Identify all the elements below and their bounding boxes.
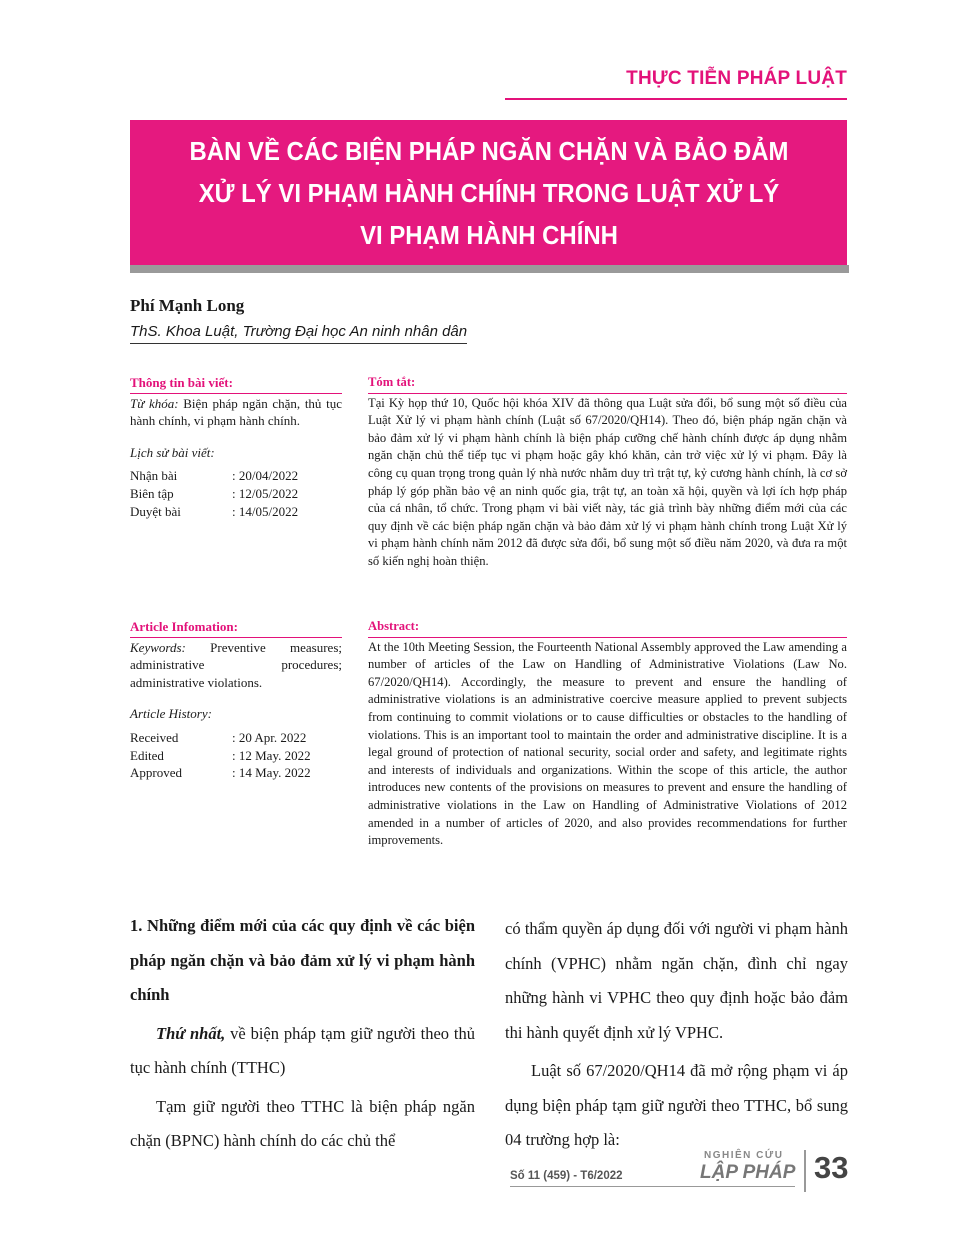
abstract-en-heading-wrap [368, 618, 847, 638]
history-key: Duyệt bài [130, 503, 181, 519]
body-paragraph: Luật số 67/2020/QH14 đã mở rộng phạm vi áp dụng biện pháp tạm giữ người theo TTHC, bổ sung 04 trường hợp là: [505, 1061, 848, 1149]
info-en-heading-wrap [130, 618, 342, 638]
history-key: Edited [130, 747, 164, 763]
history-value: : 12/05/2022 [232, 485, 299, 501]
journal-brand-main: LẬP PHÁP [700, 1162, 796, 1183]
abstract-vi-text: Tại Kỳ họp thứ 10, Quốc hội khóa XIV đã thông qua Luật sửa đổi, bổ sung một số điều của Luật Xử lý vi phạm hành chính (Luật số 67/2020/QH14). Theo đó, biện pháp ngăn chặn và bảo đảm xử lý vi phạm hành chính là biện pháp cưỡng chế hành chính được áp dụng nhằm ngăn chặn chủ thể tiếp tục vi phạm hoặc gây khó khăn, cản trở việc xử lý vi phạm. Đây là công cụ quan trọng trong quản lý nhà nước nhằm duy trì trật tự, kỷ cương hành chính, là cơ sở pháp lý góp phần bảo vệ an ninh quốc gia, trật tự, an toàn xã hội, quyền và lợi ích hợp pháp của cá nhân, tổ chức. Trong phạm vi bài viết này, tác giả trình bày những điểm mới của các quy định về các biện pháp ngăn chặn và bảo đảm xử lý vi phạm hành chính trong Luật Xử lý vi phạm hành chính năm 2012 đã được sửa đổi, bổ sung một số điều năm 2020, và đưa ra một số kiến nghị hoàn thiện. [368, 395, 847, 568]
page-number: 33 [814, 1150, 849, 1185]
info-vi-keywords [130, 395, 342, 430]
history-value: : 20/04/2022 [232, 468, 299, 484]
info-vi-heading-wrap [130, 374, 342, 394]
section-heading: 1. Những điểm mới của các quy định về các biện pháp ngăn chặn và bảo đảm xử lý vi phạm hành chính [130, 916, 475, 1004]
history-key: Received [130, 729, 179, 745]
title-line-2: XỬ LÝ VI PHẠM HÀNH CHÍNH TRONG LUẬT XỬ LÝ [198, 177, 779, 208]
emphasis-text: Thứ nhất, [156, 1023, 226, 1043]
abstract-vi [368, 374, 847, 571]
abstract-vi-heading-wrap [368, 374, 847, 394]
keywords-en-text: Preventive measures; administrative procedures; administrative violations. [130, 639, 342, 690]
abstract-en [368, 618, 847, 850]
title-banner [130, 120, 847, 265]
history-value: : 14 May. 2022 [232, 765, 311, 781]
history-en-label: Article History: [130, 706, 212, 722]
article-info-vi [130, 374, 342, 520]
body-paragraph [130, 1017, 475, 1086]
footer-rule [510, 1186, 795, 1187]
history-en-row [130, 747, 342, 765]
history-value: : 20 Apr. 2022 [232, 729, 307, 745]
history-en-row [130, 729, 342, 747]
title-line-3: VI PHẠM HÀNH CHÍNH [359, 219, 618, 250]
article-title [167, 130, 811, 256]
info-en-heading: Article Infomation: [130, 619, 238, 634]
keywords-vi-text: Biện pháp ngăn chặn, thủ tục hành chính, vi phạm hành chính. [130, 395, 342, 429]
history-vi-row [130, 503, 342, 521]
footer-divider [804, 1150, 806, 1192]
abstract-vi-heading: Tóm tắt: [368, 375, 416, 389]
title-shadow [130, 265, 849, 273]
journal-brand-top: NGHIÊN CỨU [704, 1150, 784, 1161]
article-info-en [130, 618, 342, 782]
title-line-1: BÀN VỀ CÁC BIỆN PHÁP NGĂN CHẶN VÀ BẢO ĐẢM [189, 135, 788, 166]
abstract-en-text: At the 10th Meeting Session, the Fourteenth National Assembly approved the Law amending a number of articles of the Law on Handling of Administrative Violations (Law No. 67/2020/QH14). Accordingly, the measure to prevent and ensure the handling of administrative violations is an administrative coercive measure applied to prevent subjects from continuing to commit violations or to cause difficulties or obstacles to the handling of violations. This is an important tool to maintain the order and administrative discipline. It is a legal ground of protection of national security, social order and safety, and legitimate rights and interests of individuals and organizations. Within the scope of this article, the author introduces new contents of the provisions on measures to prevent and ensure the handling of administrative violations in the Law on Handling of Administrative Violations of 2012 amended in a number of articles of 2020, and also provides recommendations for further improvements. [368, 639, 847, 848]
author-affiliation: ThS. Khoa Luật, Trường Đại học An ninh nhân dân [130, 323, 467, 344]
body-left-column [130, 909, 475, 1159]
info-en-keywords [130, 639, 342, 692]
keywords-vi-label: Từ khóa: [130, 395, 179, 411]
history-vi-label: Lịch sử bài viết: [130, 444, 215, 460]
body-paragraph: có thẩm quyền áp dụng đối với người vi phạm hành chính (VPHC) nhằm ngăn chặn, đình chỉ ngay những hành vi VPHC theo quy định hoặc bảo đảm thi hành quyết định xử lý VPHC. [505, 919, 848, 1042]
keywords-en-label: Keywords: [130, 639, 186, 655]
history-en-row [130, 764, 342, 782]
paragraph-text: về biện pháp tạm giữ người theo thủ tục hành chính (TTHC) [130, 1023, 475, 1077]
history-value: : 14/05/2022 [232, 503, 299, 519]
info-vi-heading: Thông tin bài viết: [130, 375, 233, 390]
history-vi-row [130, 467, 342, 485]
history-value: : 12 May. 2022 [232, 747, 311, 763]
section-label: THỰC TIỄN PHÁP LUẬT [626, 68, 847, 89]
abstract-en-heading: Abstract: [368, 619, 420, 633]
header-rule [505, 98, 847, 100]
history-key: Nhận bài [130, 468, 178, 484]
author-name: Phí Mạnh Long [130, 296, 245, 315]
history-key: Biên tập [130, 485, 174, 501]
body-right-column [505, 912, 848, 1158]
body-paragraph: Tạm giữ người theo TTHC là biện pháp ngăn chặn (BPNC) hành chính do các chủ thể [130, 1096, 475, 1150]
history-key: Approved [130, 765, 182, 781]
history-vi-row [130, 485, 342, 503]
issue-info: Số 11 (459) - T6/2022 [510, 1170, 623, 1182]
